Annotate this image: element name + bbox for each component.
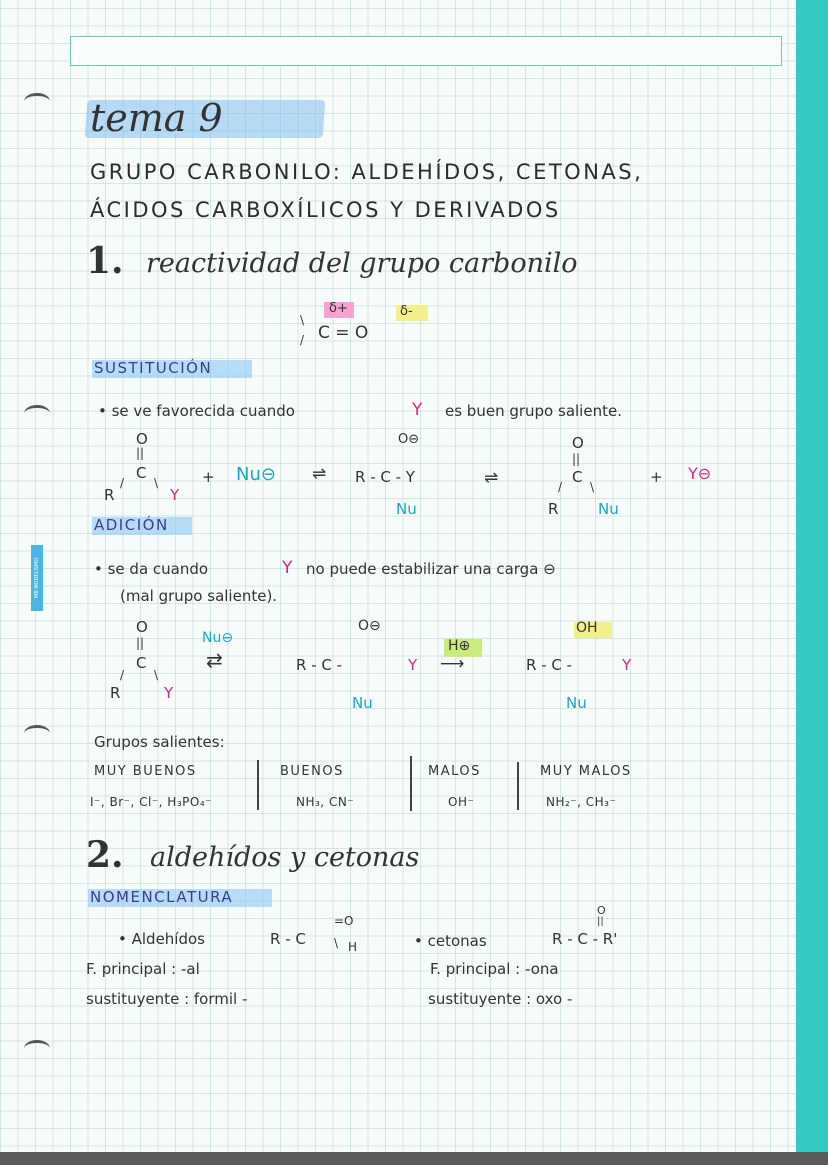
equilibrium-arrow: ⇄: [206, 648, 223, 672]
double-bond: ||: [597, 916, 604, 927]
reactant-y: Y: [170, 486, 180, 504]
equilibrium-arrow: ⇌: [484, 468, 499, 488]
section-1-heading: reactividad del grupo carbonilo: [146, 248, 578, 279]
bond-mark: \: [154, 668, 159, 682]
column-header: MALOS: [428, 764, 481, 779]
intermediate-left: R - C -: [296, 656, 343, 674]
section-2-number: 2.: [86, 834, 124, 876]
binder-ring: [24, 93, 50, 110]
cetonas-formula: R - C - R': [552, 930, 618, 948]
reactant-c: C: [136, 654, 147, 672]
plus-sign: +: [650, 468, 663, 486]
side-tag: MB MODELISMO: [31, 545, 43, 611]
table-divider: [517, 762, 519, 810]
bond-mark: \: [154, 476, 159, 490]
intermediate-o: O⊖: [398, 432, 420, 447]
cetonas-sustituyente: sustituyente : oxo -: [428, 990, 573, 1008]
column-value: NH₂⁻, CH₃⁻: [546, 795, 617, 809]
binder-ring: [24, 405, 50, 422]
aldehidos-sustituyente: sustituyente : formil -: [86, 990, 248, 1008]
sustitucion-label: SUSTITUCIÓN: [94, 359, 213, 377]
carbonyl-formula: C = O: [318, 323, 369, 343]
reactant-c: C: [136, 464, 147, 482]
plus-sign: +: [202, 468, 215, 486]
adicion-bullet: • se da cuando: [94, 560, 209, 578]
aldehidos-o: =O: [334, 914, 354, 928]
aldehidos-h: H: [348, 940, 358, 954]
bond-mark: \: [590, 480, 595, 494]
adicion-label: ADICIÓN: [94, 516, 169, 534]
aldehidos-name: • Aldehídos: [118, 930, 205, 948]
adicion-y: Y: [282, 558, 293, 578]
bond-mark: /: [300, 333, 305, 347]
section-1-number: 1.: [86, 240, 124, 282]
product-oh: OH: [576, 620, 598, 636]
aldehidos-f-principal: F. principal : -al: [86, 960, 200, 978]
nucleophile: Nu⊖: [236, 464, 276, 485]
cetonas-o: O: [597, 904, 606, 917]
intermediate-o: O⊖: [358, 618, 381, 634]
sustitucion-y: Y: [412, 400, 423, 420]
bond-mark: \: [334, 936, 339, 950]
column-header: MUY BUENOS: [94, 764, 197, 779]
arrow-label-nu: Nu⊖: [202, 630, 234, 646]
section-2-heading: aldehídos y cetonas: [150, 842, 420, 873]
leaving-group: Y⊖: [688, 464, 712, 483]
bond-mark: /: [120, 476, 125, 490]
table-divider: [257, 760, 259, 810]
product-r: R: [548, 500, 559, 518]
equilibrium-arrow: ⇌: [312, 464, 327, 484]
intermediate-nu: Nu: [352, 694, 373, 712]
header-box: [70, 36, 782, 66]
arrow-label-h: H⊕: [448, 638, 471, 654]
adicion-bullet-line2: (mal grupo saliente).: [120, 587, 278, 605]
intermediate: R - C - Y: [355, 468, 415, 486]
product-c: C: [572, 468, 583, 486]
column-value: NH₃, CN⁻: [296, 795, 355, 809]
reactant-o: O: [136, 430, 148, 448]
reactant-r: R: [104, 486, 115, 504]
intermediate-y: Y: [408, 656, 418, 674]
delta-plus: δ+: [329, 301, 348, 316]
nomenclatura-label: NOMENCLATURA: [90, 888, 234, 906]
column-header: BUENOS: [280, 764, 344, 779]
product-nu: Nu: [598, 500, 619, 518]
intermediate-nu: Nu: [396, 500, 417, 518]
sustitucion-bullet: • se ve favorecida cuando: [98, 402, 295, 420]
binder-ring: [24, 725, 50, 742]
adicion-bullet-mid: no puede estabilizar una carga ⊖: [306, 560, 556, 578]
column-header: MUY MALOS: [540, 764, 632, 779]
sustitucion-bullet-end: es buen grupo saliente.: [445, 402, 622, 420]
column-value: I⁻, Br⁻, Cl⁻, H₃PO₄⁻: [90, 795, 212, 809]
cetonas-name: • cetonas: [414, 932, 487, 950]
aldehidos-formula: R - C: [270, 930, 306, 948]
bond-mark: /: [558, 480, 563, 494]
product-y: Y: [622, 656, 632, 674]
reactant-o: O: [136, 618, 148, 636]
double-bond: ||: [136, 636, 145, 650]
product-o: O: [572, 434, 584, 452]
grupos-heading: Grupos salientes:: [94, 733, 225, 751]
double-bond: ||: [136, 446, 145, 460]
cetonas-f-principal: F. principal : -ona: [430, 960, 559, 978]
bond-mark: \: [300, 313, 305, 327]
table-divider: [410, 756, 412, 811]
binder-ring: [24, 1040, 50, 1057]
bond-mark: /: [120, 668, 125, 682]
reactant-y: Y: [164, 684, 174, 702]
column-value: OH⁻: [448, 795, 475, 809]
page-title: tema 9: [90, 96, 223, 140]
reactant-r: R: [110, 684, 121, 702]
double-bond: ||: [572, 452, 581, 466]
product-nu: Nu: [566, 694, 587, 712]
product-left: R - C -: [526, 656, 573, 674]
title-line-1: GRUPO CARBONILO: ALDEHÍDOS, CETONAS,: [90, 160, 644, 184]
reaction-arrow: ⟶: [440, 654, 465, 674]
delta-minus: δ-: [400, 304, 413, 319]
page-teal-edge: [796, 0, 828, 1152]
page-bottom-edge: [0, 1152, 828, 1165]
title-line-2: ÁCIDOS CARBOXÍLICOS Y DERIVADOS: [90, 198, 561, 222]
